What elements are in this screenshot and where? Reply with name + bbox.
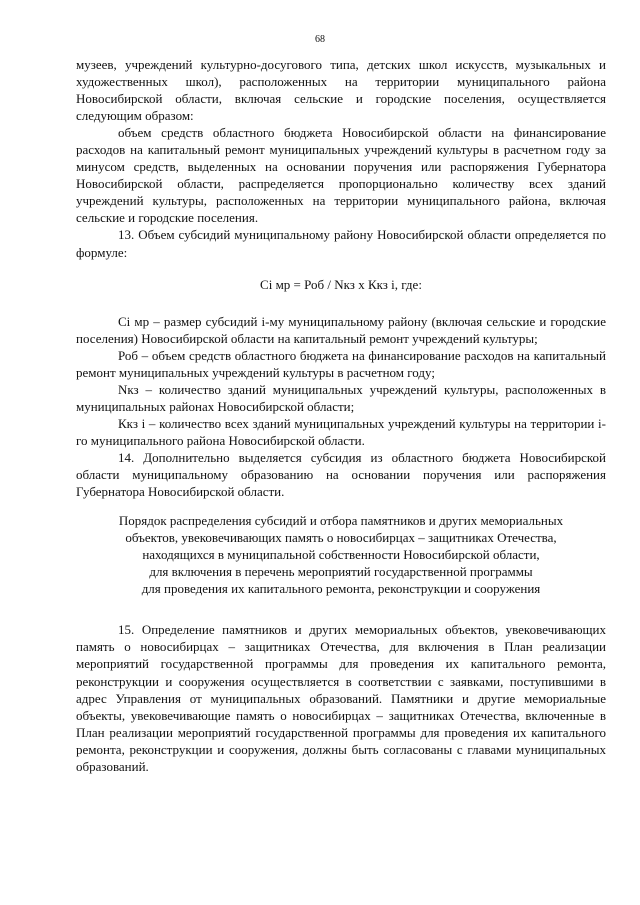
paragraph-13: 13. Объем субсидий муниципальному району Новосибирской области определяется по формуле: (76, 227, 606, 260)
heading-line: для проведения их капитального ремонта, реконструкции и сооружения (141, 581, 541, 597)
paragraph-15: 15. Определение памятников и других мемориальных объектов, увековечивающих память о новосибирцах – защитниках Отечества, для включения в План реализации мероприятий государственной программы для проведения их капитального ремонта, реконструкции и сооружения осуществляется в соответствии с заявками, поступившими в адрес Управления от муниципальных образований. Памятники и другие мемориальные объекты, увековечивающие память о новосибирцах – защитниках Отечества, включенные в План реализации мероприятий государственной программы для проведения их капитального ремонта, реконструкции и сооружения, должны быть согласованы с главами муниципальных образований. (76, 622, 606, 774)
page-number: 68 (315, 34, 325, 45)
heading-line: объектов, увековечивающих память о новосибирцах – защитниках Отечества, (125, 530, 557, 546)
heading-line: находящихся в муниципальной собственности Новосибирской области, (142, 547, 540, 563)
heading-line: Порядок распределения субсидий и отбора памятников и других мемориальных (118, 513, 564, 529)
definition-rob: Роб – объем средств областного бюджета на финансирование расходов на капитальный ремонт муниципальных учреждений культуры в расчетном году; (76, 347, 606, 380)
heading-line: для включения в перечень мероприятий государственной программы (149, 564, 533, 580)
paragraph-budget-distribution: объем средств областного бюджета Новосибирской области на финансирование расходов на капитальный ремонт муниципальных учреждений культуры в расчетном году за минусом средств, выделенных на основании поручения или распоряжения Губернатора Новосибирской области, распределяется пропорционально количеству всех зданий учреждений культуры, расположенных на территории муниципального района, включая сельские и городские поселения. (76, 125, 606, 226)
formula: Сi мр = Роб / Nкз x Ккз i, где: (260, 276, 422, 292)
paragraph-continuation: музеев, учреждений культурно-досугового типа, детских школ искусств, музыкальных и художественных школ), расположенных на территории муниципального района Новосибирской области, включая сельские и городские поселения, осуществляется следующим образом: (76, 57, 606, 124)
section-heading (76, 512, 606, 597)
document-body (76, 56, 606, 775)
definition-nkz: Nкз – количество зданий муниципальных учреждений культуры, расположенных в муниципальных районах Новосибирской области; (76, 381, 606, 414)
definition-ci-mr: Сi мр – размер субсидий i-му муниципальному району (включая сельские и городские поселения) Новосибирской области на капитальный ремонт учреждений культуры; (76, 313, 606, 346)
definition-kkz-i: Ккз i – количество всех зданий муниципальных учреждений культуры на территории i-го муниципального района Новосибирской области. (76, 415, 606, 448)
paragraph-14: 14. Дополнительно выделяется субсидия из областного бюджета Новосибирской области муниципальному образованию на основании поручения или распоряжения Губернатора Новосибирской области. (76, 449, 606, 500)
